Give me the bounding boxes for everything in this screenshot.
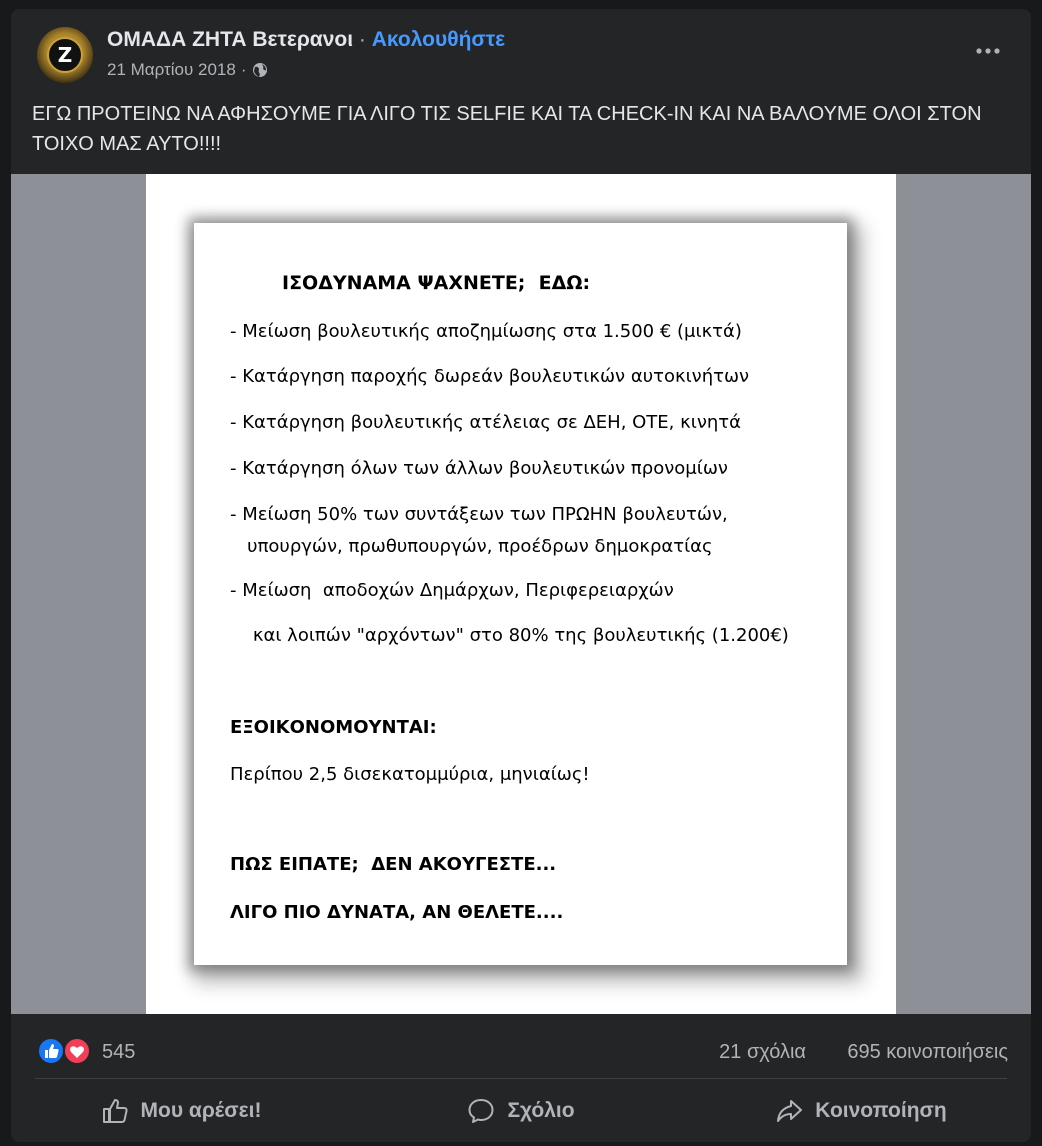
like-reaction-icon [38,1038,64,1064]
globe-icon[interactable] [252,62,268,78]
post-caption: ΕΓΩ ΠΡΟΤΕΙΝΩ ΝΑ ΑΦΗΣΟΥΜΕ ΓΙΑ ΛΙΓΟ ΤΙΣ SELFIE ΚΑΙ ΤΑ CHECK-IN ΚΑΙ ΝΑ ΒΑΛΟΥΜΕ ΟΛΟΙ ΣΤΟΝ ΤΟΙΧΟ ΜΑΣ ΑΥΤΟ!!!! [32,103,982,155]
reactions-count[interactable]: 545 [102,1041,136,1063]
shares-count[interactable]: 695 κοινοποιήσεις [847,1041,1008,1063]
document-item: - Μείωση βουλευτικής αποζημίωσης στα 1.500 € (μικτά) [230,321,742,342]
share-button[interactable] [691,1079,1031,1142]
page-avatar[interactable] [37,27,93,83]
like-label: Μου αρέσει! [140,1098,262,1122]
date-separator: · [240,60,247,79]
document-item: υπουργών, πρωθυπουργών, προέδρων δημοκρατίας [230,536,713,557]
closing-line-1: ΠΩΣ ΕΙΠΑΤΕ; ΔΕΝ ΑΚΟΥΓΕΣΤΕ... [230,854,557,875]
document-item: και λοιπών "αρχόντων" στο 80% της βουλευτικής (1.200€) [230,625,789,646]
post-author-line [107,28,505,52]
post-date-link[interactable]: 21 Μαρτίου 2018 [107,60,236,79]
document-paper [194,223,847,965]
love-reaction-icon [64,1038,90,1064]
post-card [11,9,1031,1142]
document-item: - Κατάργηση όλων των άλλων βουλευτικών προνομίων [230,458,728,479]
page-name-link[interactable]: ΟΜΑΔΑ ΖΗΤΑ Βετερανοι [107,28,354,51]
comments-count[interactable]: 21 σχόλια [719,1041,806,1063]
document-item: - Μείωση αποδοχών Δημάρχων, Περιφερειαρχών [230,580,674,601]
closing-line-2: ΛΙΓΟ ΠΙΟ ΔΥΝΑΤΑ, ΑΝ ΘΕΛΕΤΕ.... [230,902,564,923]
comment-icon [467,1097,495,1125]
like-button[interactable] [11,1079,351,1142]
document-image [146,174,896,1014]
document-item: - Μείωση 50% των συντάξεων των ΠΡΩΗΝ βουλευτών, [230,504,728,525]
post-header [11,9,1031,99]
more-options-icon[interactable] [973,39,1003,63]
post-actions [11,1079,1031,1142]
thumbs-up-icon [101,1097,129,1125]
savings-heading: ΕΞΟΙΚΟΝΟΜΟΥΝΤΑΙ: [230,717,437,738]
avatar-logo: Z [47,37,83,73]
post-photo[interactable] [11,174,1031,1014]
document-title: ΙΣΟΔΥΝΑΜΑ ΨΑΧΝΕΤΕ; ΕΔΩ: [282,272,591,294]
comment-label: Σχόλιο [507,1098,575,1122]
comment-button[interactable] [351,1079,691,1142]
post-meta [107,60,268,80]
reactions-icons[interactable] [37,1037,93,1065]
name-separator: · [353,28,372,51]
share-icon [775,1097,803,1125]
share-label: Κοινοποίηση [815,1098,947,1122]
post-stats [11,1014,1031,1079]
savings-text: Περίπου 2,5 δισεκατομμύρια, μηνιαίως! [230,764,590,785]
document-item: - Κατάργηση παροχής δωρεάν βουλευτικών αυτοκινήτων [230,366,750,387]
follow-link[interactable]: Ακολουθήστε [371,28,506,51]
document-item: - Κατάργηση βουλευτικής ατέλειας σε ΔΕΗ, ΟΤΕ, κινητά [230,412,741,433]
